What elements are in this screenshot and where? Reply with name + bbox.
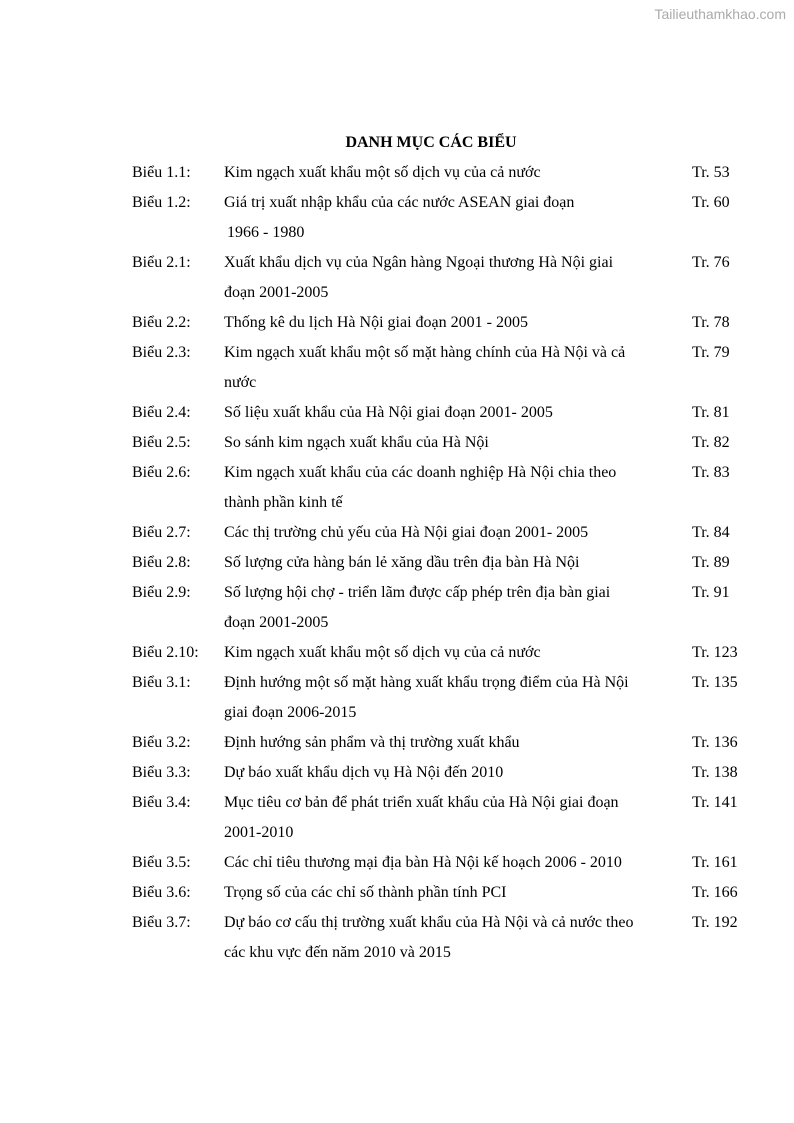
- entry-label: Biểu 2.10:: [132, 644, 199, 661]
- entry-label: Biểu 1.1:: [132, 164, 191, 181]
- entry-title: [224, 158, 692, 188]
- toc-entry: [132, 398, 752, 428]
- toc-entry: [132, 458, 752, 518]
- watermark: Tailieuthamkhao.com: [654, 6, 786, 22]
- toc-entry: [132, 158, 752, 188]
- toc-entry: [132, 518, 752, 548]
- entry-title-line: Trọng số của các chỉ số thành phần tính PCI: [224, 884, 507, 901]
- entry-page: Tr. 60: [692, 194, 730, 211]
- entry-page: Tr. 53: [692, 164, 730, 181]
- entry-page: Tr. 91: [692, 584, 730, 601]
- entry-title: [224, 548, 692, 578]
- toc-entry: [132, 428, 752, 458]
- entry-title: [224, 308, 692, 338]
- entry-title-line: Số lượng cửa hàng bán lẻ xăng dầu trên địa bàn Hà Nội: [224, 554, 580, 571]
- toc-entry: [132, 788, 752, 848]
- entry-title: [224, 398, 692, 428]
- toc-entry: [132, 338, 752, 398]
- entry-page: Tr. 79: [692, 344, 730, 361]
- entry-label: Biểu 2.3:: [132, 344, 191, 361]
- entry-page: Tr. 136: [692, 734, 738, 751]
- toc-entry: [132, 668, 752, 728]
- entry-title-line: Số liệu xuất khẩu của Hà Nội giai đoạn 2001- 2005: [224, 404, 553, 421]
- entry-title-line: Kim ngạch xuất khẩu một số mặt hàng chính của Hà Nội và cả: [224, 344, 626, 361]
- entry-title-line: Các thị trường chủ yếu của Hà Nội giai đoạn 2001- 2005: [224, 524, 589, 541]
- toc-entry: [132, 878, 752, 908]
- entry-label: Biểu 3.6:: [132, 884, 191, 901]
- entry-label: Biểu 2.8:: [132, 554, 191, 571]
- entry-title-line: các khu vực đến năm 2010 và 2015: [224, 944, 451, 961]
- entry-label: Biểu 1.2:: [132, 194, 191, 211]
- entry-label: Biểu 2.9:: [132, 584, 191, 601]
- entry-label: Biểu 3.4:: [132, 794, 191, 811]
- entry-page: Tr. 82: [692, 434, 730, 451]
- entry-page: Tr. 84: [692, 524, 730, 541]
- entry-title-line: Dự báo cơ cấu thị trường xuất khẩu của Hà Nội và cả nước theo: [224, 914, 634, 931]
- entry-title: [224, 248, 692, 308]
- entry-title-line: Dự báo xuất khẩu dịch vụ Hà Nội đến 2010: [224, 764, 504, 781]
- entry-title-line: Thống kê du lịch Hà Nội giai đoạn 2001 - 2005: [224, 314, 528, 331]
- entry-title-line: Định hướng một số mặt hàng xuất khẩu trọng điểm của Hà Nội: [224, 674, 629, 691]
- entry-title: [224, 758, 692, 788]
- entry-label: Biểu 2.6:: [132, 464, 191, 481]
- entry-page: Tr. 161: [692, 854, 738, 871]
- entry-title-line: 1966 - 1980: [227, 224, 305, 241]
- entry-page: Tr. 141: [692, 794, 738, 811]
- entry-page: Tr. 123: [692, 644, 738, 661]
- page-title: DANH MỤC CÁC BIỂU: [345, 134, 517, 151]
- entry-title: [224, 848, 692, 878]
- entry-title: [224, 878, 692, 908]
- toc-entry: [132, 578, 752, 638]
- entry-title-line: So sánh kim ngạch xuất khẩu của Hà Nội: [224, 434, 489, 451]
- entry-label: Biểu 3.3:: [132, 764, 191, 781]
- entry-title: [224, 518, 692, 548]
- entry-title: [224, 428, 692, 458]
- toc-entry: [132, 248, 752, 308]
- toc-entry: [132, 848, 752, 878]
- entry-label: Biểu 2.4:: [132, 404, 191, 421]
- entry-page: Tr. 166: [692, 884, 738, 901]
- entry-title: [224, 728, 692, 758]
- entry-label: Biểu 3.5:: [132, 854, 191, 871]
- entry-title-line: 2001-2010: [224, 824, 294, 841]
- entry-title: [224, 458, 692, 518]
- entry-label: Biểu 2.1:: [132, 254, 191, 271]
- entry-title-line: Xuất khẩu dịch vụ của Ngân hàng Ngoại thương Hà Nội giai: [224, 254, 614, 271]
- entry-title: [224, 578, 692, 638]
- toc-entry: [132, 548, 752, 578]
- entry-label: Biểu 2.2:: [132, 314, 191, 331]
- entry-label: Biểu 3.2:: [132, 734, 191, 751]
- entry-title: [224, 788, 692, 848]
- entry-title-line: đoạn 2001-2005: [224, 284, 329, 301]
- entry-page: Tr. 83: [692, 464, 730, 481]
- entry-title-line: Mục tiêu cơ bản để phát triển xuất khẩu của Hà Nội giai đoạn: [224, 794, 619, 811]
- entry-page: Tr. 81: [692, 404, 730, 421]
- entry-label: Biểu 2.5:: [132, 434, 191, 451]
- entry-title-line: Kim ngạch xuất khẩu một số dịch vụ của cả nước: [224, 644, 541, 661]
- figure-list: [132, 158, 752, 968]
- entry-page: Tr. 89: [692, 554, 730, 571]
- toc-entry: [132, 728, 752, 758]
- entry-page: Tr. 76: [692, 254, 730, 271]
- entry-title-line: Kim ngạch xuất khẩu một số dịch vụ của cả nước: [224, 164, 541, 181]
- entry-page: Tr. 138: [692, 764, 738, 781]
- entry-label: Biểu 3.1:: [132, 674, 191, 691]
- entry-page: Tr. 192: [692, 914, 738, 931]
- entry-page: Tr. 135: [692, 674, 738, 691]
- entry-title-line: Kim ngạch xuất khẩu của các doanh nghiệp Hà Nội chia theo: [224, 464, 617, 481]
- entry-title: [224, 188, 692, 248]
- toc-entry: [132, 758, 752, 788]
- entry-title-line: Số lượng hội chợ - triển lãm được cấp phép trên địa bàn giai: [224, 584, 611, 601]
- toc-entry: [132, 308, 752, 338]
- entry-title: [224, 338, 692, 398]
- entry-title-line: nước: [224, 374, 257, 391]
- entry-title: [224, 668, 692, 728]
- toc-entry: [132, 638, 752, 668]
- entry-title-line: Giá trị xuất nhập khẩu của các nước ASEAN giai đoạn: [224, 194, 575, 211]
- entry-title-line: Định hướng sản phẩm và thị trường xuất khẩu: [224, 734, 520, 751]
- entry-title: [224, 908, 692, 968]
- entry-label: Biểu 3.7:: [132, 914, 191, 931]
- entry-title: [224, 638, 692, 668]
- toc-entry: [132, 908, 752, 968]
- entry-label: Biểu 2.7:: [132, 524, 191, 541]
- toc-entry: [132, 188, 752, 248]
- entry-title-line: đoạn 2001-2005: [224, 614, 329, 631]
- entry-title-line: thành phần kinh tế: [224, 494, 343, 511]
- entry-title-line: Các chỉ tiêu thương mại địa bàn Hà Nội kế hoạch 2006 - 2010: [224, 854, 622, 871]
- entry-page: Tr. 78: [692, 314, 730, 331]
- entry-title-line: giai đoạn 2006-2015: [224, 704, 357, 721]
